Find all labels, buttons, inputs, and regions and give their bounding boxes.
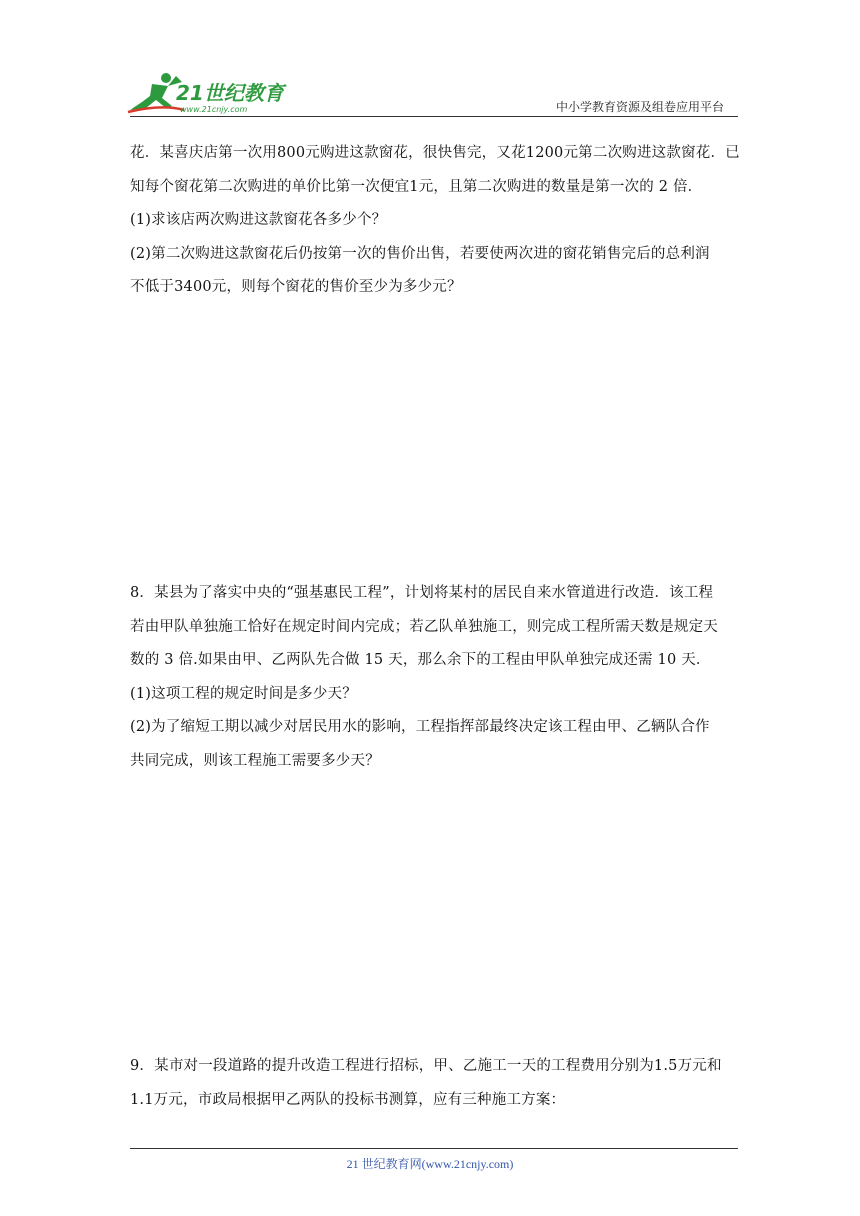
logo-url: www.21cnjy.com [180,105,248,114]
site-logo [122,70,292,118]
q8-part2-line1: (2)为了缩短工期以减少对居民用水的影响，工程指挥部最终决定该工程由甲、乙辆队合作 [130,719,710,735]
q7-part2-line1: (2)第二次购进这款窗花后仍按第一次的售价出售，若要使两次进的窗花销售完后的总利润 [130,246,710,262]
q8-part2-line2: 共同完成，则该工程施工需要多少天？ [130,753,380,769]
q7-text-line2: 知每个窗花第二次购进的单价比第一次便宜1元，且第二次购进的数量是第一次的 2 倍． [130,179,703,195]
q9-text-line2: 1.1万元，市政局根据甲乙两队的投标书测算，应有三种施工方案： [130,1092,566,1108]
q8-part1: (1)这项工程的规定时间是多少天？ [130,686,357,702]
q9-text-line1: 9．某市对一段道路的提升改造工程进行招标，甲、乙施工一天的工程费用分别为1.5万元和 [130,1058,722,1074]
q8-text-line1: 8．某县为了落实中央的“强基惠民工程”，计划将某村的居民自来水管道进行改造．该工程 [130,585,714,601]
footer-link[interactable]: 21 世纪教育网(www.21cnjy.com) [346,1157,514,1171]
platform-name: 中小学教育资源及组卷应用平台 [555,100,724,114]
q8-text-line2: 若由甲队单独施工恰好在规定时间内完成；若乙队单独施工，则完成工程所需天数是规定天 [130,619,718,635]
header-divider [130,116,738,117]
q8-text-line3: 数的 3 倍.如果由甲、乙两队先合做 15 天，那么余下的工程由甲队单独完成还需 10 天． [130,652,711,668]
q7-text-line1: 花．某喜庆店第一次用800元购进这款窗花，很快售完，又花1200元第二次购进这款窗花．已 [130,145,740,161]
q7-part1: (1)求该店两次购进这款窗花各多少个？ [130,212,387,228]
footer-divider [130,1148,738,1149]
q7-part2-line2: 不低于3400元，则每个窗花的售价至少为多少元？ [130,279,462,295]
logo-text: 21世纪教育 [176,81,284,105]
